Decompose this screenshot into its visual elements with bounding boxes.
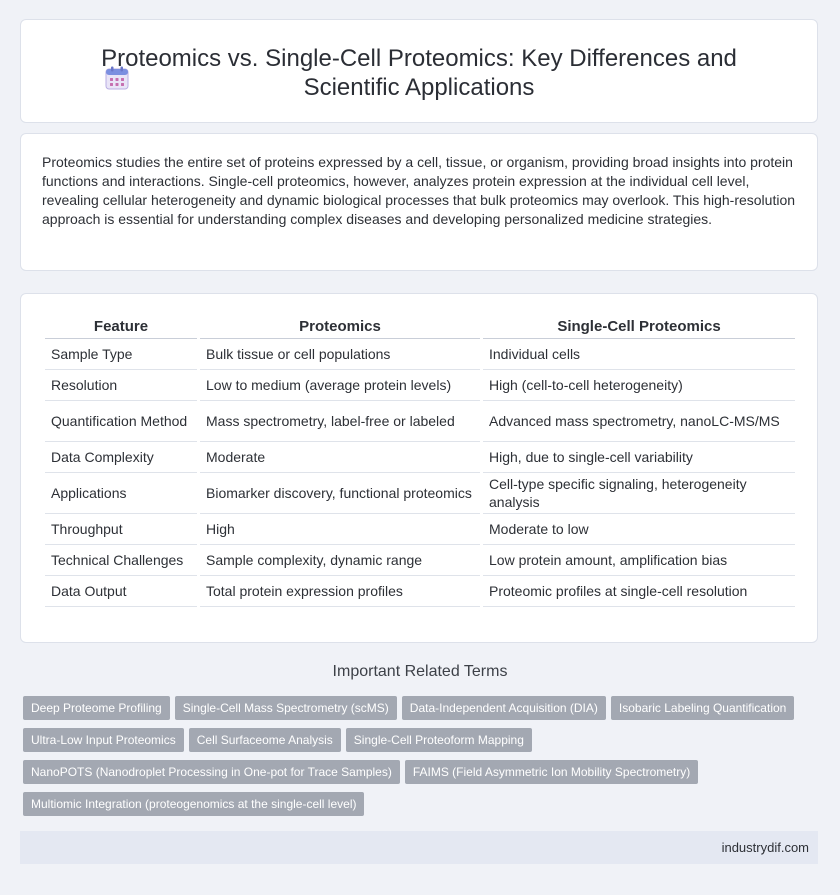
table-row	[45, 401, 795, 442]
table-cell: Proteomic profiles at single-cell resolution	[483, 576, 795, 607]
comparison-table	[42, 316, 798, 607]
related-term-tag[interactable]: Isobaric Labeling Quantification	[611, 696, 794, 720]
table-cell: Low to medium (average protein levels)	[200, 370, 480, 401]
table-cell: Resolution	[45, 370, 197, 401]
header-card	[20, 19, 818, 123]
table-cell: Individual cells	[483, 339, 795, 370]
table-row	[45, 545, 795, 576]
related-term-tag[interactable]: Multiomic Integration (proteogenomics at the single-cell level)	[23, 792, 364, 816]
table-cell: Advanced mass spectrometry, nanoLC-MS/MS	[483, 401, 795, 442]
related-term-tag[interactable]: Deep Proteome Profiling	[23, 696, 170, 720]
related-term-tag[interactable]: Ultra-Low Input Proteomics	[23, 728, 184, 752]
footer	[20, 831, 818, 864]
table-header-feature: Feature	[45, 316, 197, 339]
table-cell: Low protein amount, amplification bias	[483, 545, 795, 576]
footer-site-link[interactable]: industrydif.com	[721, 840, 809, 855]
table-cell: Cell-type specific signaling, heterogeneity analysis	[483, 473, 795, 514]
intro-card	[20, 133, 818, 271]
table-row	[45, 370, 795, 401]
table-header-single-cell: Single-Cell Proteomics	[483, 316, 795, 339]
related-terms-title: Important Related Terms	[332, 663, 508, 680]
table-cell: High (cell-to-cell heterogeneity)	[483, 370, 795, 401]
table-row	[45, 514, 795, 545]
related-term-tag[interactable]: Data-Independent Acquisition (DIA)	[402, 696, 606, 720]
table-cell: High, due to single-cell variability	[483, 442, 795, 473]
table-cell: Biomarker discovery, functional proteomics	[200, 473, 480, 514]
related-terms-list	[23, 696, 813, 824]
table-cell: Total protein expression profiles	[200, 576, 480, 607]
table-cell: Technical Challenges	[45, 545, 197, 576]
comparison-table-card	[20, 293, 818, 643]
table-cell: Sample Type	[45, 339, 197, 370]
table-cell: Applications	[45, 473, 197, 514]
table-cell: Moderate	[200, 442, 480, 473]
table-cell: Sample complexity, dynamic range	[200, 545, 480, 576]
table-cell: Data Output	[45, 576, 197, 607]
related-term-tag[interactable]: Single-Cell Proteoform Mapping	[346, 728, 532, 752]
table-cell: Mass spectrometry, label-free or labeled	[200, 401, 480, 442]
table-cell: Throughput	[45, 514, 197, 545]
related-term-tag[interactable]: Cell Surfaceome Analysis	[189, 728, 341, 752]
table-cell: Bulk tissue or cell populations	[200, 339, 480, 370]
related-term-tag[interactable]: NanoPOTS (Nanodroplet Processing in One-pot for Trace Samples)	[23, 760, 400, 784]
table-header-proteomics: Proteomics	[200, 316, 480, 339]
related-term-tag[interactable]: FAIMS (Field Asymmetric Ion Mobility Spectrometry)	[405, 760, 698, 784]
table-cell: Moderate to low	[483, 514, 795, 545]
related-term-tag[interactable]: Single-Cell Mass Spectrometry (scMS)	[175, 696, 397, 720]
table-cell: Quantification Method	[45, 401, 197, 442]
table-row	[45, 473, 795, 514]
table-cell: Data Complexity	[45, 442, 197, 473]
page-title: Proteomics vs. Single-Cell Proteomics: Key Differences and Scientific Applications	[101, 45, 737, 101]
table-row	[45, 442, 795, 473]
intro-paragraph: Proteomics studies the entire set of proteins expressed by a cell, tissue, or organism, providing broad insights into protein functions and interactions. Single-cell proteomics, however, analyzes protein expression at the individual cell level, revealing cellular heterogeneity and dynamic biological processes that bulk proteomics may overlook. This high-resolution approach is essential for understanding complex diseases and developing personalized medicine strategies.	[42, 154, 796, 227]
table-row	[45, 576, 795, 607]
table-cell: High	[200, 514, 480, 545]
table-row	[45, 339, 795, 370]
